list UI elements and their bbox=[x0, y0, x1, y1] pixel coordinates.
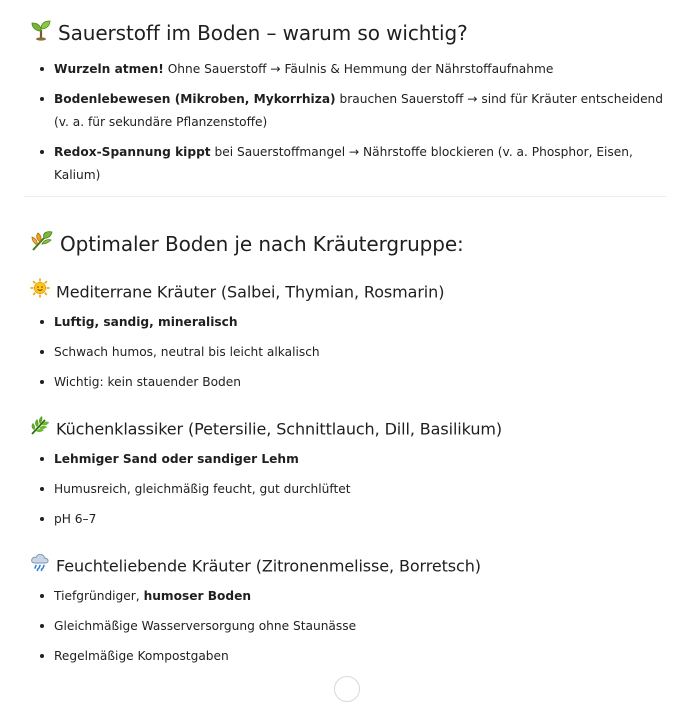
list-item: Wurzeln atmen! Ohne Sauerstoff → Fäulnis & Hemmung der Nährstoffaufnahme bbox=[36, 58, 666, 81]
seedling-icon bbox=[30, 19, 52, 47]
moisture-list bbox=[36, 585, 666, 675]
section-title-text: Sauerstoff im Boden – warum so wichtig? bbox=[58, 21, 468, 45]
section-title-oxygen bbox=[30, 20, 468, 49]
group-title-moisture bbox=[30, 554, 481, 580]
scroll-down-button[interactable] bbox=[334, 676, 360, 702]
section-title-soil bbox=[30, 231, 464, 260]
rain-cloud-icon bbox=[30, 552, 50, 578]
section-divider bbox=[24, 196, 666, 197]
group-title-text: Feuchteliebende Kräuter (Zitronenmelisse, Borretsch) bbox=[56, 556, 481, 576]
list-item: Lehmiger Sand oder sandiger Lehm bbox=[36, 448, 666, 471]
group-title-text: Mediterrane Kräuter (Salbei, Thymian, Rosmarin) bbox=[56, 282, 445, 302]
herb-icon bbox=[30, 230, 54, 258]
list-item: Regelmäßige Kompostgaben bbox=[36, 645, 666, 668]
leaf-icon bbox=[30, 415, 50, 441]
list-item: pH 6–7 bbox=[36, 508, 666, 531]
list-item: Gleichmäßige Wasserversorgung ohne Staunässe bbox=[36, 615, 666, 638]
group-title-kitchen bbox=[30, 417, 502, 443]
kitchen-list bbox=[36, 448, 666, 538]
group-title-text: Küchenklassiker (Petersilie, Schnittlauch, Dill, Basilikum) bbox=[56, 419, 502, 439]
list-item: Bodenlebewesen (Mikroben, Mykorrhiza) brauchen Sauerstoff → sind für Kräuter entscheidend (v. a. für sekundäre Pflanzenstoffe) bbox=[36, 88, 666, 134]
list-item: Redox-Spannung kippt bei Sauerstoffmangel → Nährstoffe blockieren (v. a. Phosphor, Eisen, Kalium) bbox=[36, 141, 666, 187]
list-item: Tiefgründiger, humoser Boden bbox=[36, 585, 666, 608]
oxygen-list bbox=[36, 58, 666, 194]
list-item: Schwach humos, neutral bis leicht alkalisch bbox=[36, 341, 666, 364]
list-item: Wichtig: kein stauender Boden bbox=[36, 371, 666, 394]
list-item: Luftig, sandig, mineralisch bbox=[36, 311, 666, 334]
sun-icon bbox=[30, 278, 50, 304]
group-title-mediterranean bbox=[30, 280, 444, 306]
section-title-text: Optimaler Boden je nach Kräutergruppe: bbox=[60, 232, 464, 256]
mediterranean-list bbox=[36, 311, 666, 401]
list-item: Humusreich, gleichmäßig feucht, gut durchlüftet bbox=[36, 478, 666, 501]
